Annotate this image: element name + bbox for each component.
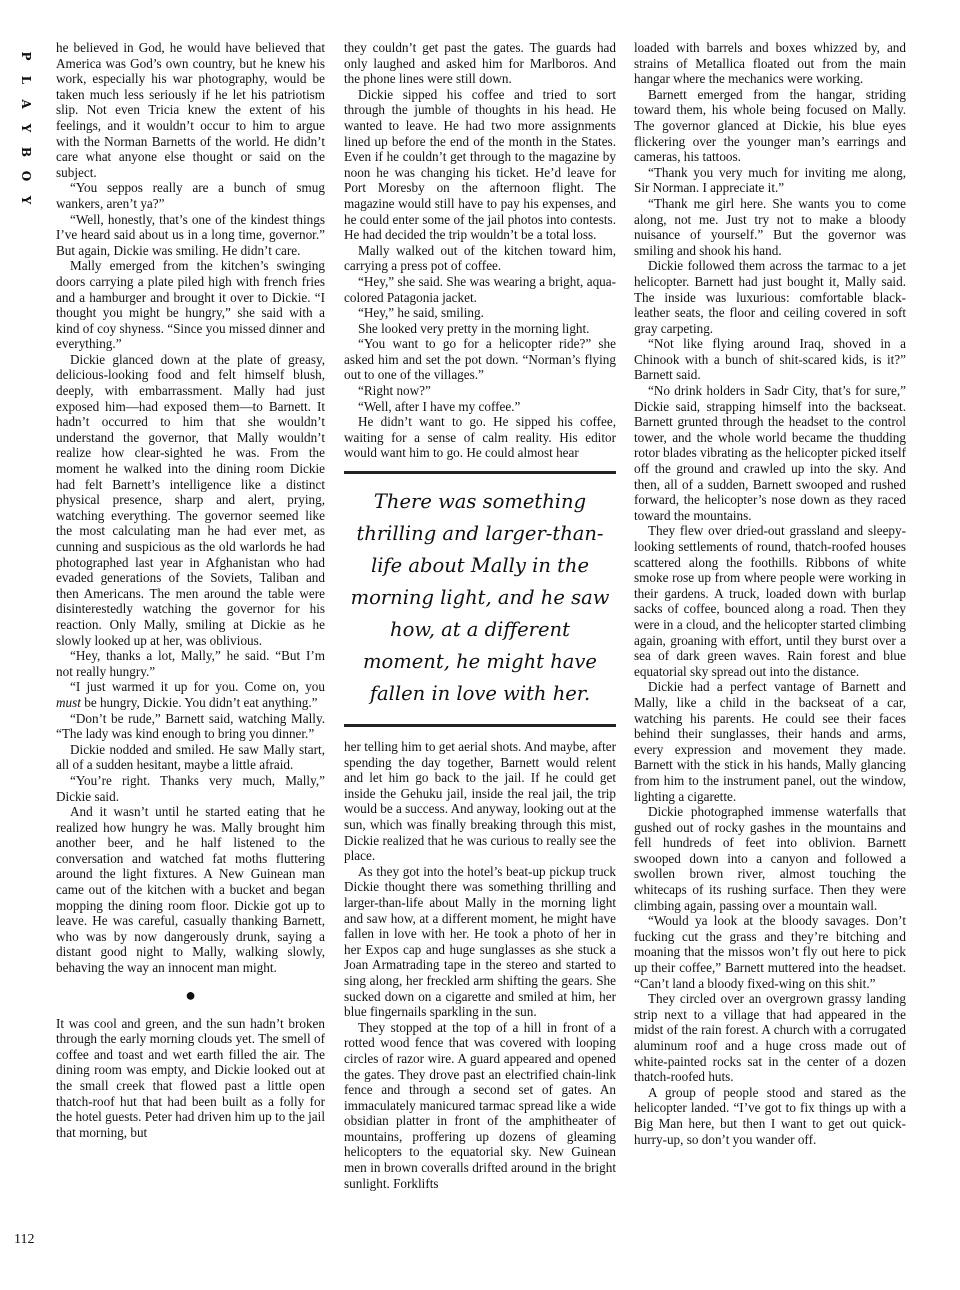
text-run: be hungry, Dickie. You didn’t eat anything.”	[80, 694, 318, 710]
paragraph: “No drink holders in Sadr City, that’s for sure,” Dickie said, strapping himself into the backseat. Barnett grunted through the headset to the control tower, and the whole world became the thudding rotor blades vibrating as the helicopter picked itself off the ground and crawled up into the sky. And then, all of a sudden, Barnett swooped and rushed forward, the helicopter’s nose down as they raced toward the mountains.	[634, 383, 906, 523]
paragraph: Dickie photographed immense waterfalls that gushed out of rocky gashes in the mountains and fell hundreds of feet into oblivion. Barnett swooped down into a canyon and followed a swollen brown river, almost touching the whitecaps of its rushing surface. Then they were climbing again, passing over a mountain wall.	[634, 804, 906, 913]
emphasis: must	[56, 694, 81, 710]
paragraph: Barnett emerged from the hangar, striding toward them, his whole being focused on Mally. The governor glanced at Dickie, his blue eyes flickering over the younger man’s earrings and cameras, his tattoos.	[634, 86, 906, 165]
section-break-dot: ●	[185, 984, 196, 1005]
paragraph: “Well, honestly, that’s one of the kindest things I’ve heard said about us in a long time, governor.” But again, Dickie was smiling. He didn’t care.	[56, 211, 325, 258]
paragraph: “Hey,” he said, smiling.	[358, 305, 484, 321]
masthead-letter: Y	[19, 123, 33, 133]
paragraph: “Not like flying around Iraq, shoved in a Chinook with a bunch of shit-scared kids, is it?” Barnett said.	[634, 336, 906, 383]
paragraph: her telling him to get aerial shots. And maybe, after spending the day together, Barnett would relent and let him go back to the jail. If he could get inside the Gehuku jail, inside the real jail, the trip would be a success. And anyway, looking out at the sun, which was finally breaking through this mist, Dickie realized that he was curious to really see the place.	[344, 739, 616, 864]
paragraph: Dickie glanced down at the plate of greasy, delicious-looking food and felt himself blush, deeply, with embarrassment. Mally had just exposed him—had exposed them—to Barnett. It hadn’t occurred to him that she wouldn’t understand the governor, that Mally wouldn’t realize how clear-sighted he was. From the moment he walked into the dining room Dickie had felt Barnett’s intelligence like a distinct physical presence, sharp and alert, prying, watching everything. The governor seemed like the most calculating man he had ever met, as cunning and suspicious as the old warlords he had photographed last year in Afghanistan who had evaded generations of the Soviets, Taliban and then Americans. The men around the table were disinterestedly watching the governor for his reaction. Only Mally, smiling at Dickie as he slowly looked up at her, was oblivious.	[56, 351, 325, 648]
column-1	[56, 40, 325, 1140]
paragraph: A group of people stood and stared as the helicopter landed. “I’ve got to fix things up with a Big Man here, but then I want to get out quick-hurry-up, so don’t you wander off.	[634, 1084, 906, 1147]
masthead-letter: L	[19, 75, 33, 85]
paragraph: As they got into the hotel’s beat-up pickup truck Dickie thought there was something thrilling and larger-than-life about Mally in the morning light and saw how, at a different moment, he might have fallen in love with her. He took a photo of her in her Expos cap and huge sunglasses as she stuck a Joan Armatrading tape in the stereo and started to sing along, her freckled arm shifting the gears. She sucked down on a cigarette and smiled at him, her blue fingernails sparkling in the sun.	[344, 863, 616, 1020]
paragraph: She looked very pretty in the morning light.	[358, 320, 590, 336]
paragraph: “Thank you very much for inviting me along, Sir Norman. I appreciate it.”	[634, 164, 906, 196]
paragraph: “You seppos really are a bunch of smug wankers, aren’t ya?”	[56, 180, 325, 211]
masthead-letter: Y	[19, 195, 33, 205]
page-number: 112	[14, 1232, 35, 1247]
paragraph: He didn’t want to go. He sipped his coffee, waiting for a sense of calm reality. His editor would want him to go. He could almost hear	[344, 414, 616, 461]
paragraph: And it wasn’t until he started eating that he realized how hungry he was. Mally brought him another beer, and he half listened to the conversation and watched fat moths fluttering around the light fixtures. A New Guinean man came out of the kitchen with a bucket and began mopping the dining room floor. Dickie got up to leave. He was careful, casually thanking Barnett, who was by now dangerously drunk, saying a distant good night to Mally, walking slowly, behaving the way an innocent man might.	[56, 804, 325, 976]
paragraph: “You’re right. Thanks very much, Mally,” Dickie said.	[56, 772, 325, 804]
paragraph: Dickie sipped his coffee and tried to sort through the jumble of thoughts in his head. He wanted to leave. He had two more assignments lined up before the end of the month in the States. Even if he couldn’t get through to the magazine by noon he was changing his ticket. He’d leave for Port Moresby on the afternoon flight. The magazine would still have to pay his expenses, and he could enter some of the jail photos into contests. He had decided the trip wouldn’t be a total loss.	[344, 86, 616, 243]
paragraph: “Thank me girl here. She wants you to come along, not me. Just try not to make a bloody nuisance of yourself.” But the governor was smiling and shook his hand.	[634, 195, 906, 258]
paragraph: “Right now?”	[358, 383, 431, 399]
paragraph	[56, 679, 325, 710]
text-run: “I just warmed it up for you. Come on, you	[70, 679, 325, 695]
paragraph: loaded with barrels and boxes whizzed by, and strains of Metallica floated out from the main hangar where the mechanics were working.	[634, 40, 906, 87]
column-3	[634, 40, 906, 1147]
paragraph: they couldn’t get past the gates. The guards had only laughed and asked him for Marlboros. And the phone lines were still down.	[344, 40, 616, 87]
paragraph: “Well, after I have my coffee.”	[358, 398, 521, 414]
paragraph: “Would ya look at the bloody savages. Don’t fucking cut the grass and they’re bitching and moaning that the missos won’t fly out here to pick up their coffee,” Barnett muttered into the headset. “Can’t land a bloody fixed-wing on this shit.”	[634, 913, 906, 991]
masthead	[14, 44, 38, 212]
paragraph: Mally emerged from the kitchen’s swinging doors carrying a plate piled high with french fries and a hamburger and brought it over to Dickie. “I thought you might be hungry,” she said with a kind of coy shyness. “Since you missed dinner and everything.”	[56, 258, 325, 352]
pull-quote: There was something thrilling and larger-than-life about Mally in the morning light, and he saw how, at a different moment, he might have fallen in love with her.	[344, 471, 616, 727]
paragraph: he believed in God, he would have believed that America was God’s own country, but he knew his work, especially his war photography, would be taken much less seriously if he let his patriotism slip. Not even Tricia knew the extent of his feelings, and it wouldn’t occur to him to argue with the Norman Barnetts of the world. He didn’t care what anyone else thought or said on the subject.	[56, 40, 325, 180]
paragraph: “Hey, thanks a lot, Mally,” he said. “But I’m not really hungry.”	[56, 648, 325, 679]
paragraph: They flew over dried-out grassland and sleepy-looking settlements of round, thatch-roofed houses scattered along the foothills. Ribbons of white smoke rose up from where people were working in their gardens. A truck, loaded down with burlap sacks of coffee, bounced along a road. Then they were in a cloud, and the helicopter started climbing again, groaning with effort, until they burst over a sea of dark green waves. Rain forest and blue equatorial sky spread out into the distance.	[634, 523, 906, 679]
paragraph: Dickie followed them across the tarmac to a jet helicopter. Barnett had just bought it, Mally said. The inside was luxurious: comfortable black-leather seats, the floor and ceiling covered in soft gray carpeting.	[634, 258, 906, 336]
paragraph: “Hey,” she said. She was wearing a bright, aqua-colored Patagonia jacket.	[344, 273, 616, 305]
paragraph: They circled over an overgrown grassy landing strip next to a village that had appeared in the midst of the rain forest. A church with a corrugated aluminum roof and a huge cross made out of white-painted rocks sat in the center of a dozen thatch-roofed huts.	[634, 991, 906, 1085]
paragraph: Mally walked out of the kitchen toward him, carrying a press pot of coffee.	[344, 242, 616, 274]
paragraph: Dickie nodded and smiled. He saw Mally start, all of a sudden hesitant, maybe a little afraid.	[56, 741, 325, 773]
paragraph: Dickie had a perfect vantage of Barnett and Mally, like a child in the backseat of a car, watching his parents. He could see their faces behind their sunglasses, their hands and arms, every expression and movement they made. Barnett with the stick in his hands, Mally glancing from him to the instrument panel, out the window, lighting a cigarette.	[634, 679, 906, 804]
masthead-letter: P	[19, 51, 33, 61]
masthead-letter: A	[19, 99, 33, 109]
paragraph: They stopped at the top of a hill in front of a rotted wood fence that was covered with looping circles of razor wire. A guard appeared and opened the gates. They drove past an electrified chain-link fence and through a second set of gates. An immaculately manicured tarmac spread like a wide obsidian platter in front of the amphitheater of mountains, proffering up dozens of gleaming helicopters to the equatorial sky. New Guinean men in brown coveralls drifted around in the bright sunlight. Forklifts	[344, 1019, 616, 1191]
column-2	[344, 40, 616, 1191]
paragraph: It was cool and green, and the sun hadn’t broken through the early morning clouds yet. The smell of coffee and toast and wet earth filled the air. The dining room was empty, and Dickie looked out at the small creek that flowed past a little open thatch-roof hut that had been built as a folly for the hotel guests. Peter had driven him up to the jail that morning, but	[56, 1015, 325, 1140]
masthead-letter: O	[19, 170, 33, 182]
paragraph: “Don’t be rude,” Barnett said, watching Mally. “The lady was kind enough to bring you dinner.”	[56, 710, 325, 742]
paragraph: “You want to go for a helicopter ride?” she asked him and set the pot down. “Norman’s flying out to one of the villages.”	[344, 336, 616, 383]
masthead-letter: B	[19, 146, 33, 158]
